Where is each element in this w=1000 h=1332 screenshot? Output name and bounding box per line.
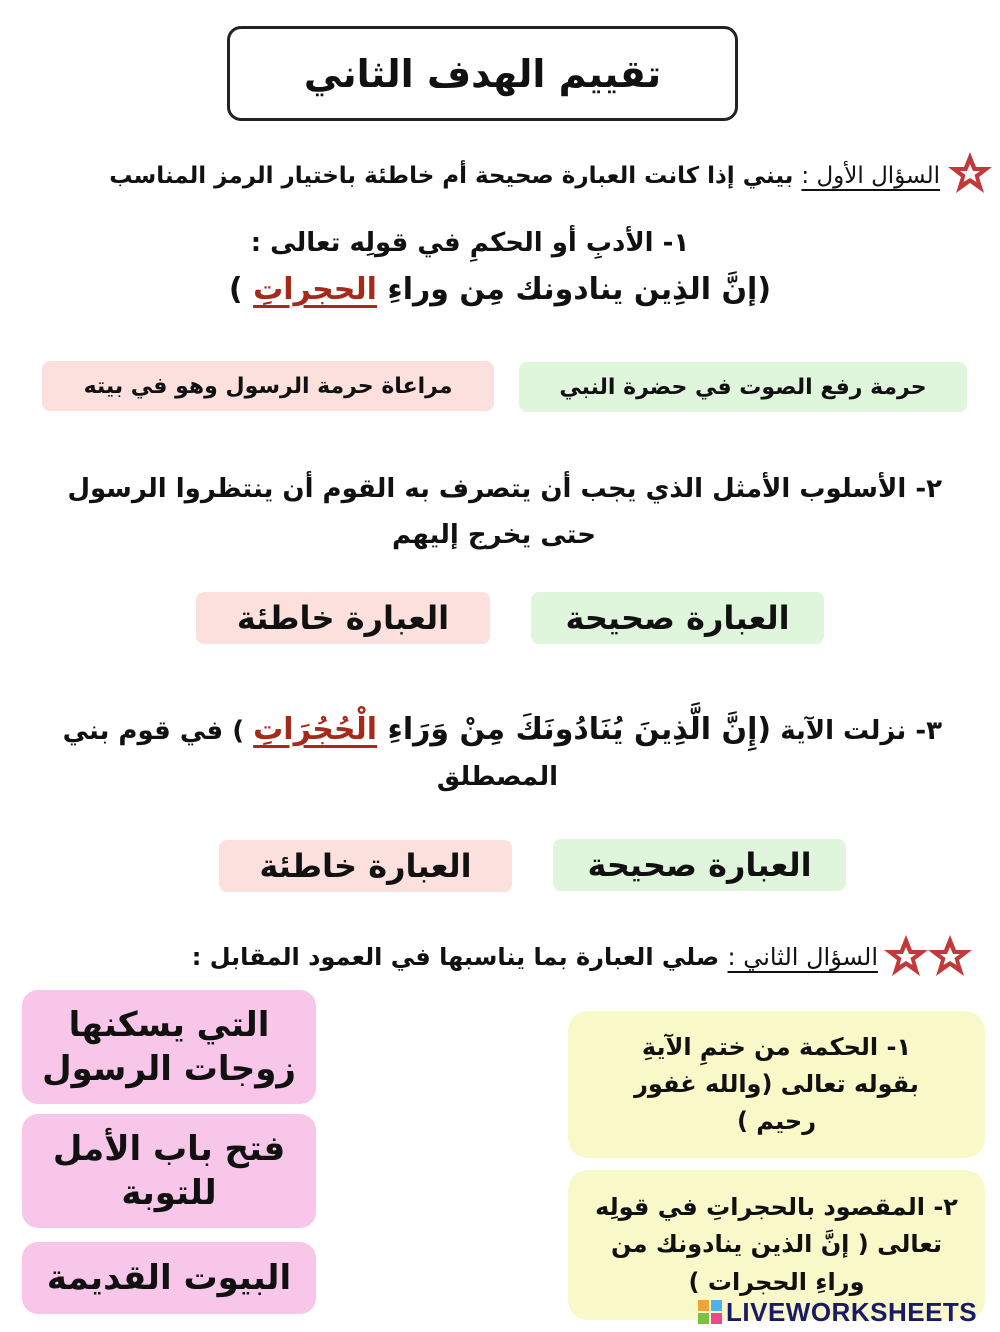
item3-text-line1: [63, 712, 942, 747]
item2-text-line1: ٢- الأسلوب الأمثل الذي يجب أن يتصرف به القوم أن ينتظروا الرسول: [67, 474, 942, 504]
item3-text-line2: المصطلق: [436, 762, 558, 792]
match-right-item-1[interactable]: [568, 1011, 985, 1158]
title-box: [227, 26, 738, 121]
item1-option-2[interactable]: مراعاة حرمة الرسول وهو في بيته: [42, 361, 494, 411]
match-left-item-1[interactable]: [22, 990, 316, 1104]
question2-head: السؤال الثاني :: [727, 943, 878, 971]
item2-option-1[interactable]: العبارة صحيحة: [531, 592, 824, 644]
item3-verse-highlight: الْحُجُرَاتِ: [253, 712, 378, 747]
item1-option-1[interactable]: حرمة رفع الصوت في حضرة النبي: [519, 362, 967, 412]
star-icon: [883, 933, 929, 979]
match-right-item-1-line3: رحيم ): [736, 1107, 817, 1136]
match-left-item-1-line2: زوجات الرسول: [42, 1049, 296, 1089]
star-icon: [947, 150, 993, 196]
question1-line: [109, 163, 940, 189]
item3-option-2[interactable]: العبارة خاطئة: [219, 840, 512, 892]
item1-verse: [0, 272, 1000, 307]
item3-verse-text: (إِنَّ الَّذِينَ يُنَادُونَكَ مِنْ وَرَاءِ: [377, 712, 772, 747]
item2-option-2[interactable]: العبارة خاطئة: [196, 592, 490, 644]
match-right-item-2-line1: ٢- المقصود بالحجراتِ في قولِه: [595, 1193, 958, 1222]
star-icon: [927, 933, 973, 979]
question2-body: صلي العبارة بما يناسبها في العمود المقابل :: [191, 943, 720, 971]
watermark: [697, 1296, 977, 1328]
match-left-item-2-line2: للتوبة: [121, 1173, 217, 1213]
item1-text: ١- الأدبِ أو الحكمِ في قولِه تعالى :: [250, 228, 690, 258]
match-right-item-2-line2: تعالى ( إنَّ الذين ينادونك من: [611, 1230, 942, 1259]
item3-text-end: ) في قوم بني: [62, 716, 254, 746]
item1-verse-end: ): [228, 272, 254, 307]
match-right-item-1-line2: بقوله تعالى (والله غفور: [634, 1069, 919, 1098]
match-left-item-3-line1: البيوت القديمة: [46, 1257, 292, 1298]
watermark-text: LIVEWORKSHEETS: [726, 1296, 978, 1327]
item1-verse-highlight: الحجراتِ: [253, 272, 377, 307]
question2-line: [192, 943, 878, 971]
item2-text-line2: حتى يخرج إليهم: [391, 520, 596, 550]
liveworksheets-logo-icon: [697, 1299, 723, 1325]
question1-body: بيني إذا كانت العبارة صحيحة أم خاطئة باختيار الرمز المناسب: [109, 163, 794, 189]
item3-text-start: ٣- نزلت الآية: [771, 716, 942, 746]
match-right-item-2-line3: وراءِ الحجرات ): [688, 1267, 865, 1296]
page-title: تقييم الهدف الثاني: [303, 51, 662, 96]
question1-head: السؤال الأول :: [801, 163, 940, 189]
match-right-item-1-line1: ١- الحكمة من ختمِ الآيةِ: [641, 1032, 912, 1061]
match-left-item-2[interactable]: [22, 1114, 316, 1228]
match-left-item-1-line1: التي يسكنها: [68, 1004, 270, 1045]
item1-verse-text: (إنَّ الذِين ينادونك مِن وراءِ: [376, 272, 772, 307]
match-left-item-2-line1: فتح باب الأمل: [52, 1128, 286, 1169]
match-left-item-3[interactable]: [22, 1242, 316, 1314]
item3-option-1[interactable]: العبارة صحيحة: [553, 839, 846, 891]
